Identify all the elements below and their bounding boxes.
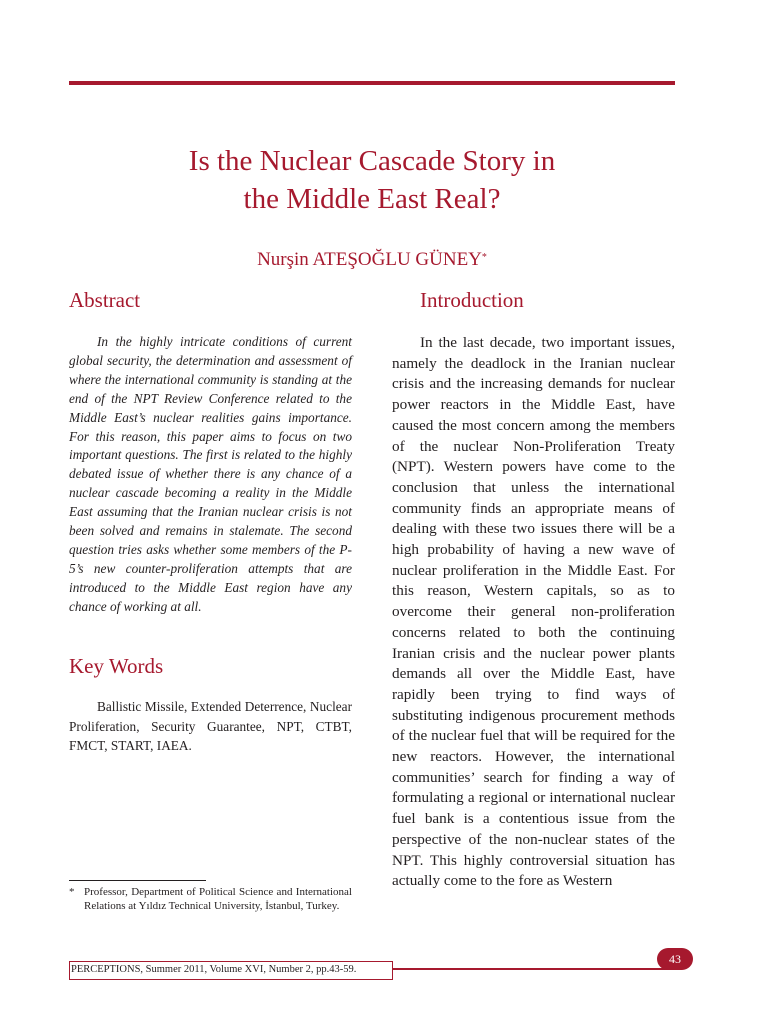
author-footnote-mark[interactable]: * (481, 252, 487, 263)
introduction-heading: Introduction (420, 288, 524, 312)
introduction-text: In the last decade, two important issues, namely the deadlock in the Iranian nuclear crisis and the increasing demands for nuclear power reactors in the Middle East, have caused the most concern among the members of the nuclear Non-Proliferation Treaty (NPT). Western powers have come to the conclusion that unless the international community finds an appropriate means of dealing with these two issues there will be a high probability of having a new wave of nuclear proliferation in the Middle East. For this reason, Western capitals, so as to overcome their general non-proliferation concerns related to both the continuing Iranian crisis and the nuclear power plants demands all over the Middle East, have rapidly been trying to find ways of substituting indigenous procurement methods of the nuclear fuel that will be required for the new reactors. However, the international communities’ search for finding a way of formulating a regional or international nuclear fuel bank is a contentious issue from the perspective of the non-nuclear states of the NPT. This highly controversial situation has actually come to the fore as Western (392, 334, 675, 890)
author-line (69, 248, 675, 272)
footnote-text: Professor, Department of Political Science and International Relations at Yıldız Technical University, İstanbul, Turkey. (84, 886, 352, 913)
title-line-2: the Middle East Real? (243, 183, 501, 215)
top-rule (69, 81, 675, 85)
article-title (69, 142, 675, 218)
author-name: Nurşin ATEŞOĞLU GÜNEY (257, 249, 482, 270)
keywords-text: Ballistic Missile, Extended Deterrence, Nuclear Proliferation, Security Guarantee, NPT, CTBT, FMCT, START, IAEA. (69, 699, 352, 753)
title-line-1: Is the Nuclear Cascade Story in (188, 145, 556, 177)
footnote (69, 885, 352, 913)
footer-citation: PERCEPTIONS, Summer 2011, Volume XVI, Number 2, pp.43-59. (71, 964, 357, 975)
page-number-badge: 43 (657, 948, 693, 970)
footnote-rule (69, 880, 206, 881)
keywords-heading: Key Words (69, 654, 164, 678)
footnote-mark: * (69, 886, 75, 898)
abstract-heading: Abstract (69, 288, 141, 312)
footer-rule (393, 968, 675, 970)
abstract-text: In the highly intricate conditions of current global security, the determination and assessment of where the international community is standing at the end of the NPT Review Conference related to the Middle East’s nuclear realities gains importance. For this reason, this paper aims to focus on two important questions. The first is related to the highly debated issue of whether there is any chance of a nuclear cascade becoming a reality in the Middle East assuming that the Iranian nuclear crisis is not been solved and remains in stalemate. The second question tries asks whether some members of the P-5’s new counter-proliferation attempts that are introduced to the Middle East region have any chance of working at all. (69, 334, 352, 614)
